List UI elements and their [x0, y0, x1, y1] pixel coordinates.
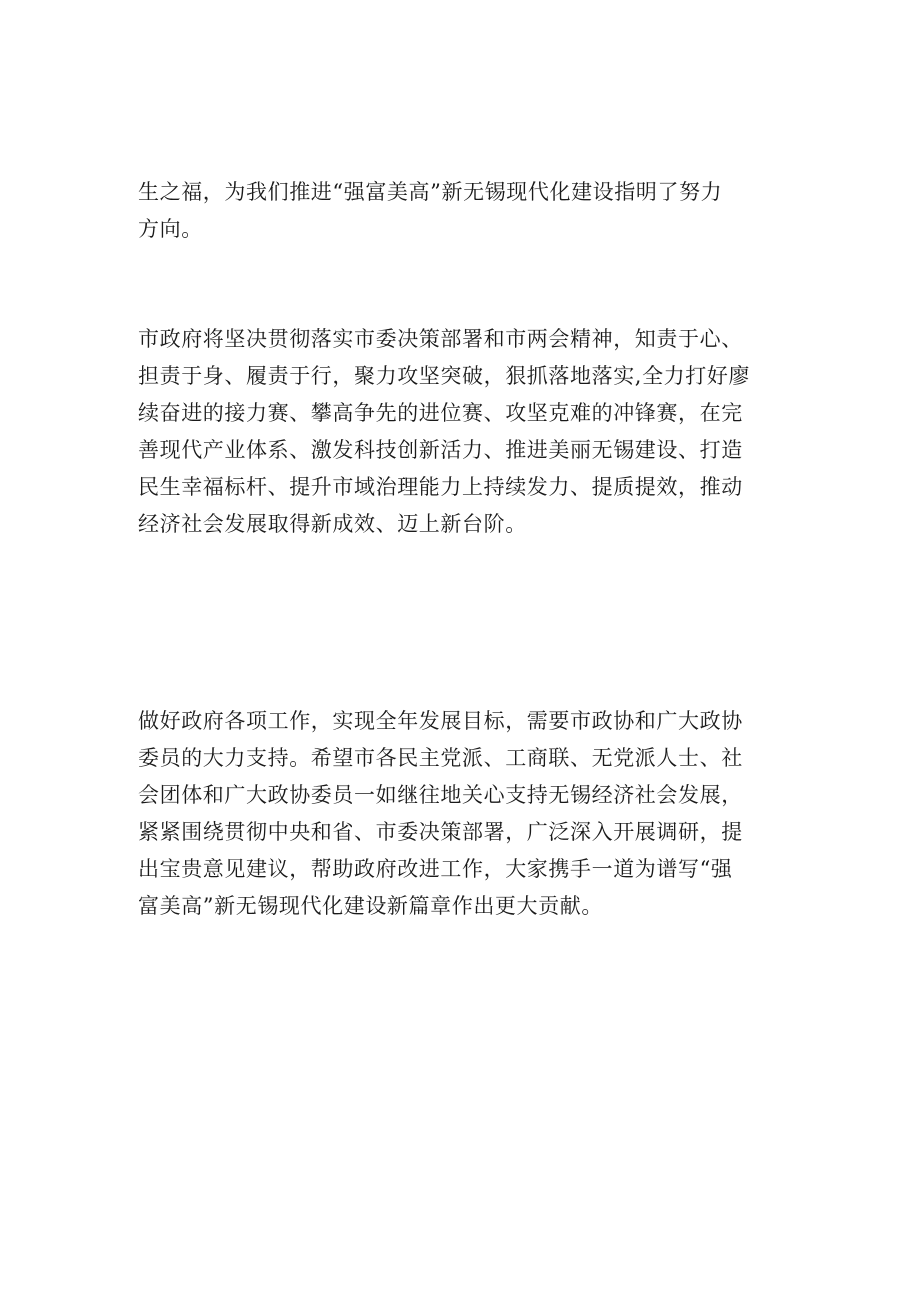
- paragraph-1: [138, 174, 790, 248]
- text-line: 会团体和广大政协委员一如继往地关心支持无锡经济社会发展，: [138, 783, 743, 807]
- text-line: 经济社会发展取得新成效、迈上新台阶。: [138, 512, 527, 536]
- text-line: 方向。: [138, 217, 203, 241]
- text-line: 紧紧围绕贯彻中央和省、市委决策部署，广泛深入开展调研，提: [138, 820, 743, 844]
- paragraph-3: [138, 703, 790, 925]
- text-line: 民生幸福标杆、提升市域治理能力上持续发力、提质提效，推动: [138, 475, 743, 499]
- text-line: 续奋进的接力赛、攀高争先的进位赛、攻坚克难的冲锋赛，在完: [138, 401, 743, 425]
- text-line: 富美高”新无锡现代化建设新篇章作出更大贡献。: [138, 894, 603, 918]
- text-line: 出宝贵意见建议，帮助政府改进工作，大家携手一道为谱写“强: [138, 857, 733, 881]
- text-line: 市政府将坚决贯彻落实市委决策部署和市两会精神，知责于心、: [138, 327, 743, 351]
- text-line: 做好政府各项工作，实现全年发展目标，需要市政协和广大政协: [138, 709, 743, 733]
- paragraph-2: [138, 321, 790, 543]
- text-line: 委员的大力支持。希望市各民主党派、工商联、无党派人士、社: [138, 746, 743, 770]
- text-line: 善现代产业体系、激发科技创新活力、推进美丽无锡建设、打造: [138, 438, 743, 462]
- text-line: 生之福，为我们推进“强富美高”新无锡现代化建设指明了努力: [138, 180, 723, 204]
- text-line: 担责于身、履责于行，聚力攻坚突破，狠抓落地落实,全力打好廖: [138, 364, 751, 388]
